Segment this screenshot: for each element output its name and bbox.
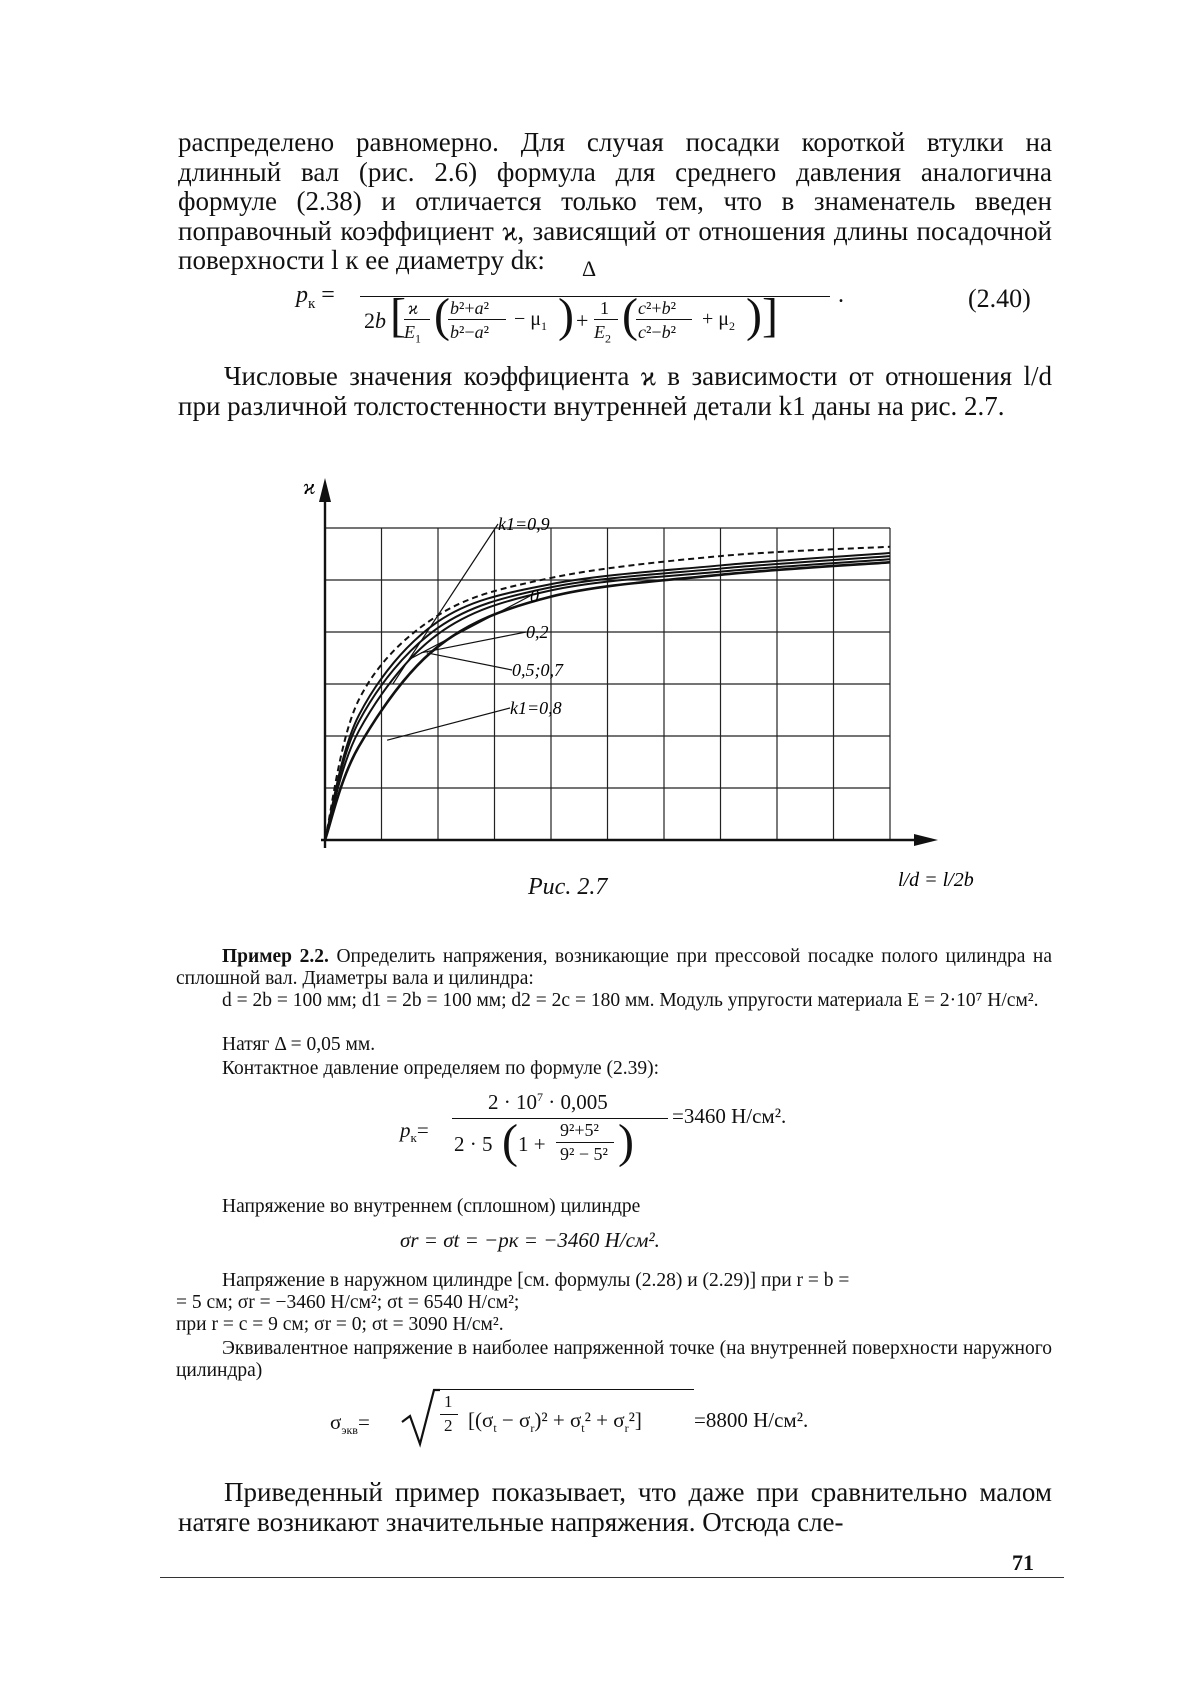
inner-stress-text: Напряжение во внутреннем (сплошном) цилиндре bbox=[222, 1196, 641, 1217]
y-axis-arrow bbox=[319, 478, 331, 502]
paragraph-intro: распределено равномерно. Для случая посадки короткой втулки на длинный вал (рис. 2.6) формула для среднего давления аналогична формуле (2.38) и отличается только тем, что в знаменатель введен поправочный коэффициент ϰ, зависящий от отношения длины посадочной поверхности l к ее диаметру dк: bbox=[178, 127, 1052, 275]
series-label: 0,2 bbox=[526, 622, 549, 642]
outer-stress-line-3: при r = c = 9 см; σr = 0; σt = 3090 Н/см². bbox=[176, 1314, 504, 1335]
series-leader-line bbox=[387, 708, 510, 740]
series-label: 0 bbox=[530, 586, 539, 606]
series-leader-line bbox=[393, 524, 498, 684]
series-label: k1=0,9 bbox=[498, 514, 550, 534]
equation-pk: $p_к=$ $2 \cdot 10^7 \cdot 0,005$ 2 · 5 ( 1 + 9²+5² 9² − 5² ) =3460 Н/см². bbox=[400, 1090, 787, 1168]
y-axis-label: ϰ bbox=[303, 474, 316, 499]
page-number: 71 bbox=[1012, 1550, 1034, 1575]
figure-caption: Рис. 2.7 bbox=[528, 874, 608, 900]
chart-grid bbox=[325, 528, 890, 840]
series-label: k1=0,8 bbox=[510, 698, 562, 718]
example-contact-text: Контактное давление определяем по формуле (2.39): bbox=[222, 1058, 660, 1079]
footer-rule bbox=[160, 1577, 1064, 1578]
example-title: Пример 2.2. bbox=[222, 946, 329, 967]
x-axis-arrow bbox=[914, 834, 938, 846]
example-dimensions: d = 2b = 100 мм; d1 = 2b = 100 мм; d2 = 2c = 180 мм. Модуль упругости материала E = 2·10⁷ Н/см². bbox=[222, 990, 1039, 1011]
example-text: Определить напряжения, возникающие при прессовой посадке полого цилиндра на сплошной вал. Диаметры вала и цилиндра: bbox=[176, 946, 1053, 989]
chart-axes bbox=[319, 478, 938, 848]
example-interference: Натяг Δ = 0,05 мм. bbox=[222, 1034, 376, 1055]
equation-2-40: $p_к$ = Δ 2b [ ϰ $E_1$ ( b²+a² b²−a² − $\mu_1$ ) + 1 $E_2$ ( c²+b² c²−b² + $\mu_2$ ) ] . bbox=[296, 256, 844, 346]
pk-result: =3460 Н/см². bbox=[672, 1104, 787, 1128]
equivalent-stress-text: Эквивалентное напряжение в наиболее напряженной точке (на внутренней поверхности наружного цилиндра) bbox=[176, 1338, 1052, 1381]
inner-stress-equation: σr = σt = −pк = −3460 Н/см². bbox=[400, 1228, 660, 1252]
series-leader-line bbox=[427, 653, 512, 670]
series-label: 0,5;0,7 bbox=[512, 660, 563, 680]
x-axis-label: l/d = l/2b bbox=[898, 869, 974, 891]
outer-stress-line-1: Напряжение в наружном цилиндре [см. формулы (2.28) и (2.29)] при r = b = bbox=[222, 1270, 850, 1291]
paragraph-coefficient: Числовые значения коэффициента ϰ в зависимости от отношения l/d при различной толстостенности внутренней детали k1 даны на рис. 2.7. bbox=[178, 361, 1052, 421]
sigma-result: =8800 Н/см². bbox=[694, 1408, 809, 1432]
equation-number: (2.40) bbox=[968, 284, 1031, 313]
example-statement bbox=[176, 946, 1052, 990]
paragraph-final: Приведенный пример показывает, что даже при сравнительно малом натяге возникают значительные напряжения. Отсюда сле- bbox=[178, 1477, 1052, 1537]
outer-stress-line-2: = 5 см; σr = −3460 Н/см²; σt = 6540 Н/см²; bbox=[176, 1292, 520, 1313]
equation-sigma-equivalent: $\sigma_{экв}=$ 1 2 $[(\sigma_t - \sigma_r)^2 + \sigma_t^2 + \sigma_r^2]$ =8800 Н/см². bbox=[330, 1386, 890, 1456]
